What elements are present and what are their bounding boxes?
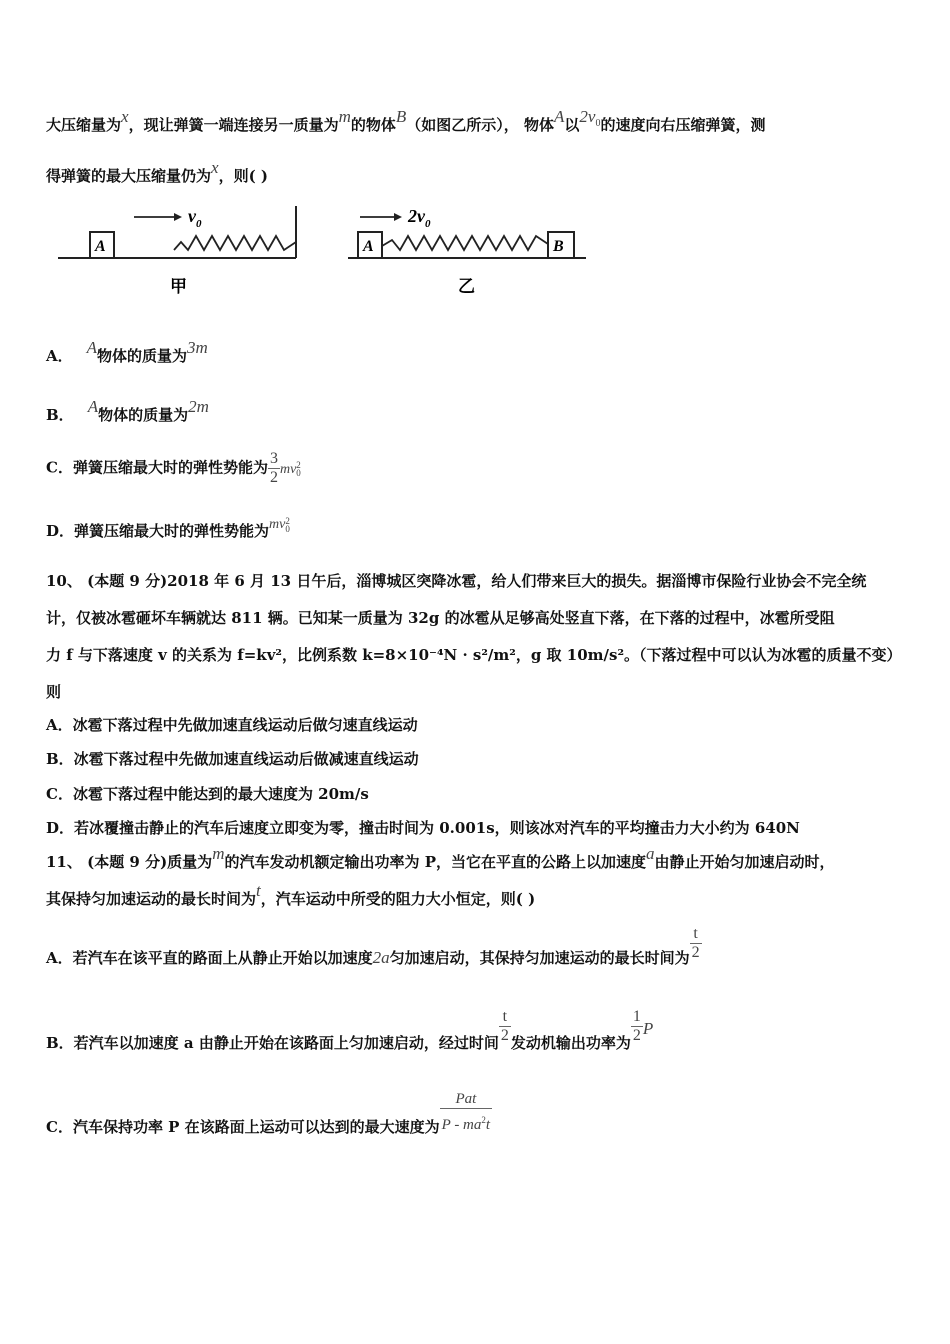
math-P: P bbox=[642, 1019, 654, 1038]
math-x: x bbox=[121, 107, 129, 126]
q9-option-d[interactable]: D．弹簧压缩最大时的弹性势能为mv 2 0 bbox=[46, 515, 290, 540]
fraction-t-2: $\frac{t}{2}$ bbox=[691, 925, 700, 961]
q9-stem-line-2: 得弹簧的最大压缩量仍为x，则( ) bbox=[46, 158, 268, 185]
q10-option-a[interactable]: A．冰雹下落过程中先做加速直线运动后做匀速直线运动 bbox=[46, 716, 418, 734]
fraction-3-2: $\frac{3}{2}$ bbox=[269, 450, 278, 486]
q9-option-c[interactable]: C．弹簧压缩最大时的弹性势能为 $\frac{3}{2}$ mv 2 0 bbox=[46, 450, 301, 486]
math-A: A bbox=[87, 397, 99, 416]
q9-option-a[interactable]: A． A物体的质量为3m bbox=[46, 338, 208, 365]
math-A: A bbox=[554, 107, 565, 126]
math-m: m bbox=[212, 844, 225, 863]
velocity-label: $2v_0$ bbox=[408, 206, 431, 230]
math-3m: 3m bbox=[187, 338, 208, 357]
q11-stem-line-1: 11、 (本题 9 分)质量为m的汽车发动机额定输出功率为 P，当它在平直的公路上以加速度a由静止开始匀加速启动时， bbox=[46, 844, 835, 871]
q11-option-b[interactable]: B．若汽车以加速度 a 由静止开始在该路面上匀加速启动，经过时间 $\frac{t}{2}$ 发动机输出功率为 $\frac{1}{2}$ P bbox=[46, 1008, 654, 1052]
q11-stem-line-2: 其保持匀加速运动的最长时间为t，汽车运动中所受的阻力大小恒定，则( ) bbox=[46, 881, 536, 908]
q10-stem-line-4: 则 bbox=[46, 683, 62, 701]
spring bbox=[174, 236, 296, 250]
q9-option-b[interactable]: B． A物体的质量为2m bbox=[46, 397, 209, 424]
caption-jia: 甲 bbox=[170, 277, 187, 296]
block-a-label: A bbox=[95, 238, 106, 255]
figure-left bbox=[58, 206, 296, 296]
math-t: t bbox=[256, 881, 261, 900]
spring bbox=[382, 236, 548, 250]
math-2m: 2m bbox=[188, 397, 209, 416]
q10-option-b[interactable]: B．冰雹下落过程中先做加速直线运动后做减速直线运动 bbox=[46, 750, 419, 768]
q10-stem-line-1: 10、 (本题 9 分)2018 年 6 月 13 日午后，淄博城区突降冰雹，给人们带来巨大的损失。据淄博市保险行业协会不完全统 bbox=[46, 572, 867, 590]
q11-option-a[interactable]: A．若汽车在该平直的路面上从静止开始以加速度2a匀加速启动，其保持匀加速运动的最长时间为 $\frac{t}{2}$ bbox=[46, 925, 700, 967]
caption-yi: 乙 bbox=[458, 277, 475, 296]
q10-stem-line-2: 计，仅被冰雹砸坏车辆就达 811 辆。已知某一质量为 32g 的冰雹从足够高处竖直下落，在下落的过程中，冰雹所受阻 bbox=[46, 609, 835, 627]
velocity-label: $v_0$ bbox=[188, 206, 202, 230]
block-b-label: B bbox=[553, 238, 564, 255]
arrow-head bbox=[394, 213, 402, 221]
fraction-t-2: $\frac{t}{2}$ bbox=[500, 1008, 509, 1044]
fraction-1-2: $\frac{1}{2}$ bbox=[632, 1008, 641, 1044]
math-m: m bbox=[338, 107, 351, 126]
math-2v0: $2v_0$ bbox=[579, 107, 601, 129]
fraction-pat: $\frac{\text{Pat}}{P - ma^2t}$ bbox=[441, 1091, 491, 1133]
math-2a: 2a bbox=[372, 948, 390, 967]
math-A: A bbox=[86, 338, 98, 357]
math-B: B bbox=[395, 107, 407, 126]
math-a: a bbox=[645, 844, 655, 863]
block-a-label: A bbox=[363, 238, 374, 255]
q10-option-c[interactable]: C．冰雹下落过程中能达到的最大速度为 20m/s bbox=[46, 785, 369, 803]
spring-figure bbox=[50, 200, 595, 300]
arrow-head bbox=[174, 213, 182, 221]
q11-option-c[interactable]: C．汽车保持功率 P 在该路面上运动可以达到的最大速度为 $\frac{\text{Pat}}{P - ma^2t}$ bbox=[46, 1091, 491, 1136]
math-mv0-squared: mv 2 0 bbox=[279, 460, 301, 479]
math-mv0-squared: mv 2 0 bbox=[269, 515, 290, 534]
figure-right bbox=[348, 206, 586, 296]
math-x: x bbox=[211, 158, 219, 177]
q10-option-d[interactable]: D．若冰覆撞击静止的汽车后速度立即变为零，撞击时间为 0.001s，则该冰对汽车的平均撞击力大小约为 640N bbox=[46, 819, 800, 837]
q9-stem-line-1: 大压缩量为x，现让弹簧一端连接另一质量为m的物体B（如图乙所示）， 物体A以$2v_0$的速度向右压缩弹簧，测 bbox=[46, 107, 766, 134]
q10-stem-line-3: 力 f 与下落速度 v 的关系为 f=kv²，比例系数 k=8×10⁻⁴N · s²/m²，g 取 10m/s²。（下落过程中可以认为冰雹的质量不变） bbox=[46, 646, 902, 664]
